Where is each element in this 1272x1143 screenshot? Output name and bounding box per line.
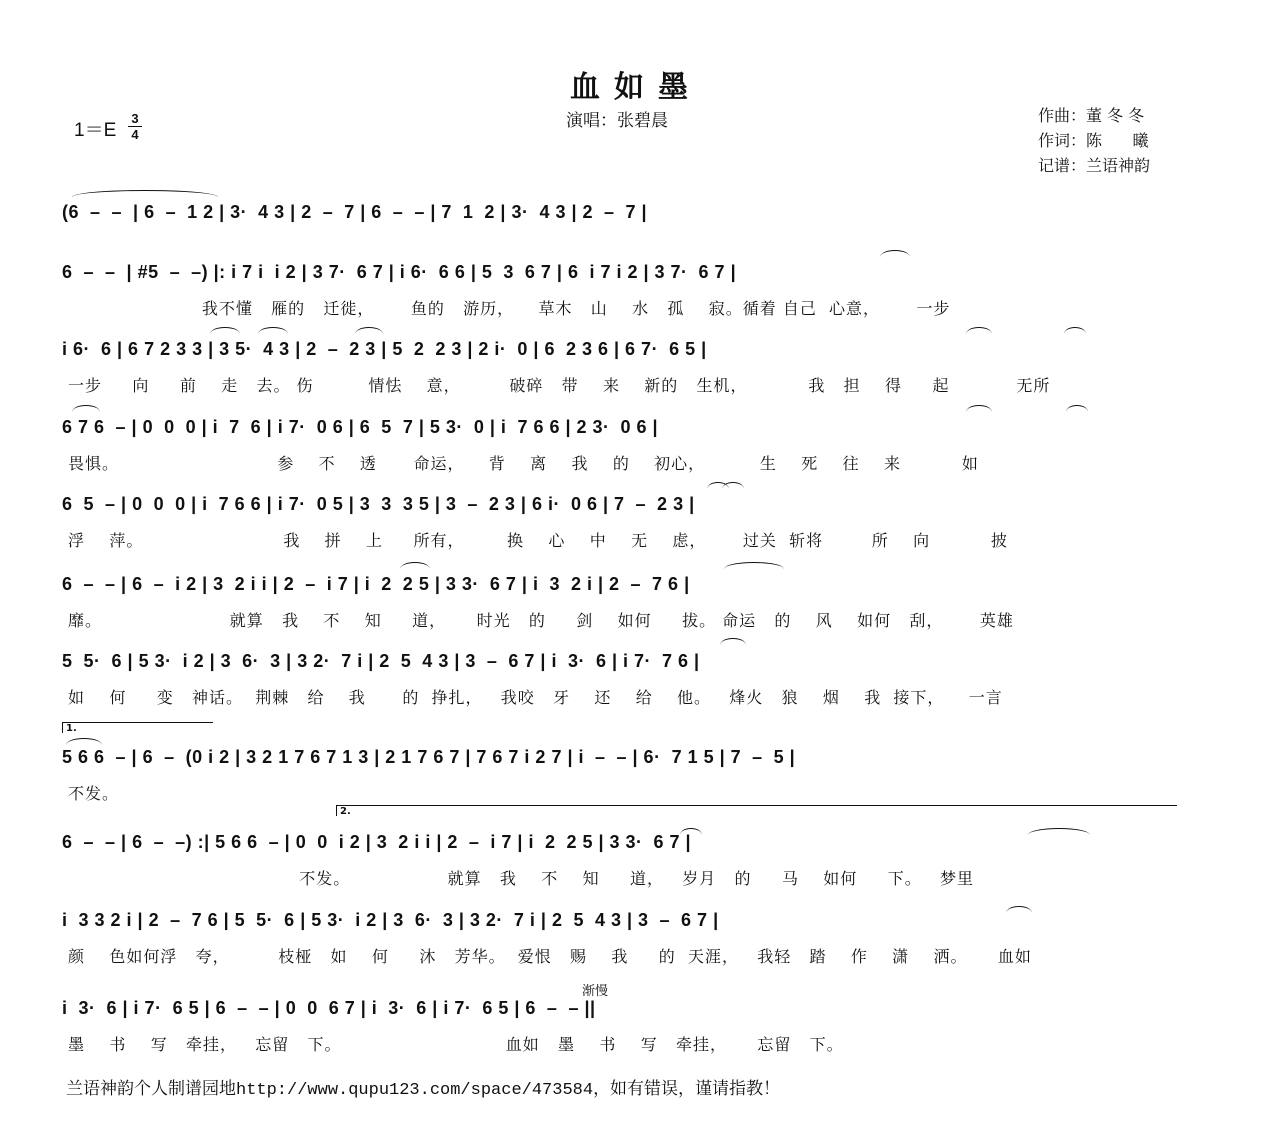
notation-credit: 记谱：兰语神韵 (1038, 156, 1151, 175)
slur-mark (400, 562, 430, 569)
singer-credit: 演唱：张碧晨 (566, 111, 668, 131)
slur-mark (724, 562, 784, 569)
volta-first (62, 722, 213, 733)
slur-mark (72, 190, 218, 197)
composer-credit: 作曲：董 冬 冬 (1038, 106, 1145, 125)
slur-mark (355, 327, 383, 334)
lyrics-line: 浮 萍。 我 拼 上 所有， 换 心 中 无 虑， 过关 斩将 所 向 披 (68, 531, 1008, 550)
notation-line: i 3· 6 | i 7· 6 5 | 6 – – | 0 0 6 7 | i 3· 6 | i 7· 6 5 | 6 – – || (62, 998, 596, 1018)
song-title: 血如墨 (570, 70, 702, 105)
slur-mark (1006, 906, 1032, 913)
slur-mark (880, 250, 910, 257)
notation-line: 6 – – | 6 – –) :| 5 6 6 – | 0 0 i 2 | 3 2 i i | 2 – i 7 | i 2 2 5 | 3 3· 6 7 | (62, 832, 692, 852)
lyricist-credit: 作词：陈 曦 (1038, 131, 1149, 150)
footer-text-after: ，如有错误，谨请指教！ (593, 1079, 781, 1099)
score-system (62, 413, 1192, 483)
notation-line: (6 – – | 6 – 1 2 | 3· 4 3 | 2 – 7 | 6 – – | 7 1 2 | 3· 4 3 | 2 – 7 | (62, 202, 648, 222)
lyrics-line: 墨 书 写 牵挂， 忘留 下。 血如 墨 书 写 牵挂， 忘留 下。 (68, 1035, 844, 1054)
time-signature (128, 112, 142, 141)
score-system (62, 906, 1192, 976)
notation-line: 6 – – | #5 – –) |: i 7 i i 2 | 3 7· 6 7 | i 6· 6 6 | 5 3 6 7 | 6 i 7 i 2 | 3 7· 6 7 | (62, 262, 737, 282)
lyrics-line: 我不懂 雁的 迁徙， 鱼的 游历， 草木 山 水 孤 寂。循着 自己 心意， 一步 (68, 299, 951, 318)
lyrics-line: 不发。 (68, 784, 120, 803)
score-system (62, 994, 1192, 1064)
volta-second (336, 805, 1177, 816)
notation-line: i 3 3 2 i | 2 – 7 6 | 5 5· 6 | 5 3· i 2 | 3 6· 3 | 3 2· 7 i | 2 5 4 3 | 3 – 6 7 | (62, 910, 719, 930)
volta-second-label: 2. (340, 806, 351, 817)
notation-line: i 6· 6 | 6 7 2 3 3 | 3 5· 4 3 | 2 – 2 3 | 5 2 2 3 | 2 i· 0 | 6 2 3 6 | 6 7· 6 5 | (62, 339, 707, 359)
lyrics-line: 不发。 就算 我 不 知 道， 岁月 的 马 如何 下。 梦里 (68, 869, 974, 888)
notation-line: 6 – – | 6 – i 2 | 3 2 i i | 2 – i 7 | i 2 2 5 | 3 3· 6 7 | i 3 2 i | 2 – 7 6 | (62, 574, 690, 594)
score-system (62, 490, 1192, 560)
tempo-mark: 渐慢 (582, 984, 609, 999)
key-signature: 1＝E (74, 120, 117, 141)
footer-url[interactable]: http://www.qupu123.com/space/473584 (236, 1081, 594, 1100)
notation-line: 5 6 6 – | 6 – (0 i 2 | 3 2 1 7 6 7 1 3 | 2 1 7 6 7 | 7 6 7 i 2 7 | i – – | 6· 7 1 5 | 7 – 5 | (62, 747, 796, 767)
footer-text-before: 兰语神韵个人制谱园地 (66, 1079, 236, 1099)
slur-mark (680, 828, 702, 835)
time-signature-top: 3 (131, 111, 139, 126)
score-system (62, 570, 1192, 640)
slur-mark (966, 405, 992, 412)
slur-mark (258, 327, 288, 334)
notation-line: 5 5· 6 | 5 3· i 2 | 3 6· 3 | 3 2· 7 i | 2 5 4 3 | 3 – 6 7 | i 3· 6 | i 7· 7 6 | (62, 651, 700, 671)
credits (1038, 103, 1150, 178)
time-signature-bottom: 4 (131, 127, 139, 142)
notation-line: 6 5 – | 0 0 0 | i 7 6 6 | i 7· 0 5 | 3 3 3 5 | 3 – 2 3 | 6 i· 0 6 | 7 – 2 3 | (62, 494, 695, 514)
slur-mark (66, 738, 102, 745)
slur-mark (720, 638, 746, 645)
lyrics-line: 畏惧。 参 不 透 命运， 背 离 我 的 初心， 生 死 往 来 如 (68, 454, 979, 473)
slur-mark (1028, 828, 1090, 835)
footer (66, 1074, 780, 1100)
score-system (62, 258, 1192, 328)
notation-line: 6 7 6 – | 0 0 0 | i 7 6 | i 7· 0 6 | 6 5 7 | 5 3· 0 | i 7 6 6 | 2 3· 0 6 | (62, 417, 659, 437)
volta-first-label: 1. (66, 723, 77, 734)
slur-mark (72, 405, 100, 412)
slur-mark (1066, 405, 1088, 412)
lyrics-line: 如 何 变 神话。 荆棘 给 我 的 挣扎， 我咬 牙 还 给 他。 烽火 狼 烟 我 接下， 一言 (68, 688, 1003, 707)
score-system (62, 335, 1192, 405)
slur-mark (966, 327, 992, 334)
lyrics-line: 一步 向 前 走 去。 伤 情怯 意， 破碎 带 来 新的 生机， 我 担 得 起 无所 (68, 376, 1051, 395)
slur-mark (210, 327, 240, 334)
score-system (62, 647, 1192, 717)
lyrics-line: 颜 色如何浮 夸， 枝桠 如 何 沐 芳华。 爱恨 赐 我 的 天涯， 我轻 踏 作 潇 洒。 血如 (68, 947, 1032, 966)
slur-mark (1064, 327, 1086, 334)
lyrics-line: 靡。 就算 我 不 知 道， 时光 的 剑 如何 拔。 命运 的 风 如何 刮， 英雄 (68, 611, 1014, 630)
score-system (62, 828, 1192, 898)
score-system (62, 743, 1192, 813)
slur-mark (722, 482, 744, 489)
